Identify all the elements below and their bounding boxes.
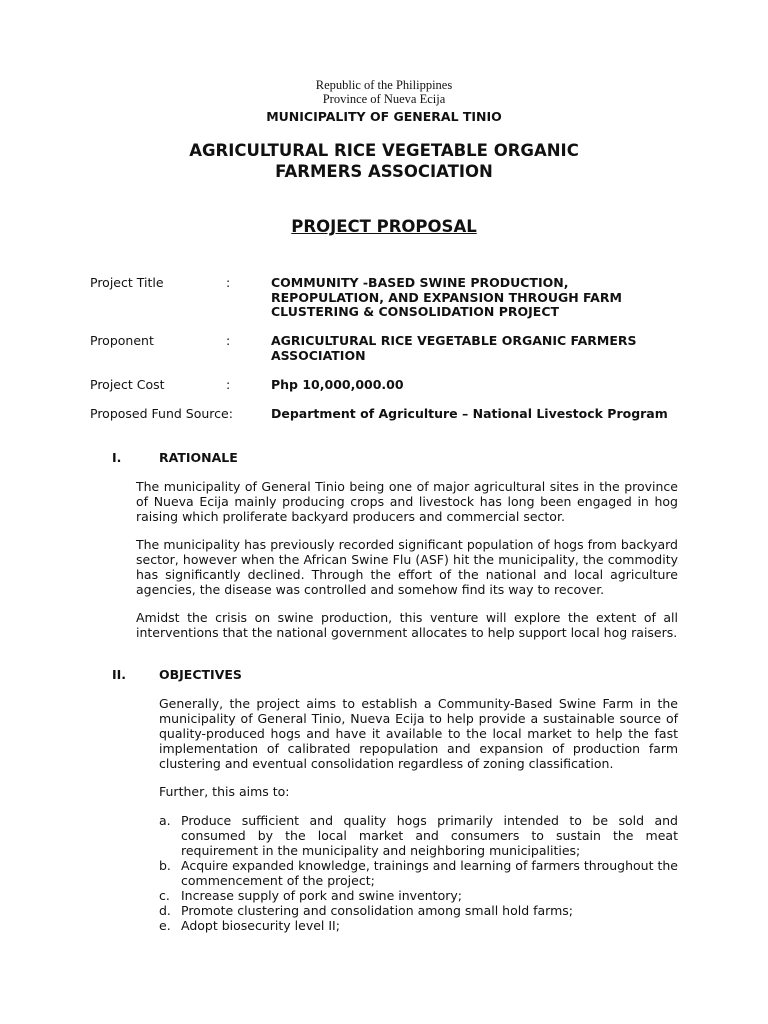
list-item-text: Produce sufficient and quality hogs primarily intended to be sold and consumed by the local market and consumers to sustain the meat requirement in the municipality and neighboring municipalities; (181, 813, 678, 858)
country-line: Republic of the Philippines (315, 78, 453, 92)
section-number: II. (112, 667, 127, 682)
field-label: Project Title (90, 275, 164, 290)
field-value-line: CLUSTERING & CONSOLIDATION PROJECT (271, 304, 560, 319)
field-label: Project Cost (90, 377, 165, 392)
list-marker: b. (159, 858, 171, 873)
association-name-line2: FARMERS ASSOCIATION (275, 162, 493, 181)
section-title: RATIONALE (159, 450, 238, 465)
list-item (159, 918, 678, 933)
field-value-line: Php 10,000,000.00 (271, 377, 404, 392)
list-marker: e. (159, 918, 171, 933)
association-name-line1: AGRICULTURAL RICE VEGETABLE ORGANIC (189, 141, 579, 160)
list-marker: d. (159, 903, 171, 918)
paragraph: Generally, the project aims to establish a Community-Based Swine Farm in the municipality of General Tinio, Nueva Ecija to help provide a sustainable source of quality-produced hogs and have it available to the local market to help the fast implementation of calibrated repopulation and expansion of production farm clustering and eventual consolidation regardless of zoning classification. (159, 696, 678, 771)
paragraph: The municipality has previously recorded significant population of hogs from backyard sector, however when the African Swine Flu (ASF) hit the municipality, the commodity has significantly declined. Through the effort of the national and local agriculture agencies, the disease was controlled and somehow find its way to recover. (136, 537, 678, 597)
field-value-line: AGRICULTURAL RICE VEGETABLE ORGANIC FARMERS (271, 333, 637, 348)
province-line: Province of Nueva Ecija (322, 92, 446, 106)
section-number: I. (112, 450, 122, 465)
list-item (159, 813, 678, 858)
paragraph: Further, this aims to: (159, 784, 290, 799)
field-colon: : (226, 333, 231, 348)
paragraph: Amidst the crisis on swine production, this venture will explore the extent of all interventions that the national government allocates to help support local hog raisers. (136, 610, 678, 640)
list-item (159, 903, 678, 918)
paragraph: The municipality of General Tinio being one of major agricultural sites in the province of Nueva Ecija mainly producing crops and livestock has long been engaged in hog raising which proliferate backyard producers and commercial sector. (136, 479, 678, 524)
field-value-line: Department of Agriculture – National Livestock Program (271, 406, 668, 421)
list-item-text: Increase supply of pork and swine inventory; (181, 888, 462, 903)
list-marker: c. (159, 888, 170, 903)
list-item (159, 888, 678, 903)
field-colon: : (226, 377, 231, 392)
field-label: Proposed Fund Source: (90, 406, 233, 421)
field-value-line: REPOPULATION, AND EXPANSION THROUGH FARM (271, 290, 622, 305)
document-title: PROJECT PROPOSAL (291, 217, 477, 236)
list-item-text: Acquire expanded knowledge, trainings and learning of farmers throughout the commencement of the project; (181, 858, 678, 888)
municipality-line: MUNICIPALITY OF GENERAL TINIO (266, 109, 502, 124)
list-item-text: Promote clustering and consolidation among small hold farms; (181, 903, 573, 918)
list-item (159, 858, 678, 888)
field-value-line: ASSOCIATION (271, 348, 366, 363)
field-colon: : (226, 275, 231, 290)
section-title: OBJECTIVES (159, 667, 242, 682)
list-item-text: Adopt biosecurity level II; (181, 918, 340, 933)
field-value-line: COMMUNITY -BASED SWINE PRODUCTION, (271, 275, 569, 290)
field-label: Proponent (90, 333, 154, 348)
objectives-list (159, 813, 678, 933)
list-marker: a. (159, 813, 171, 828)
